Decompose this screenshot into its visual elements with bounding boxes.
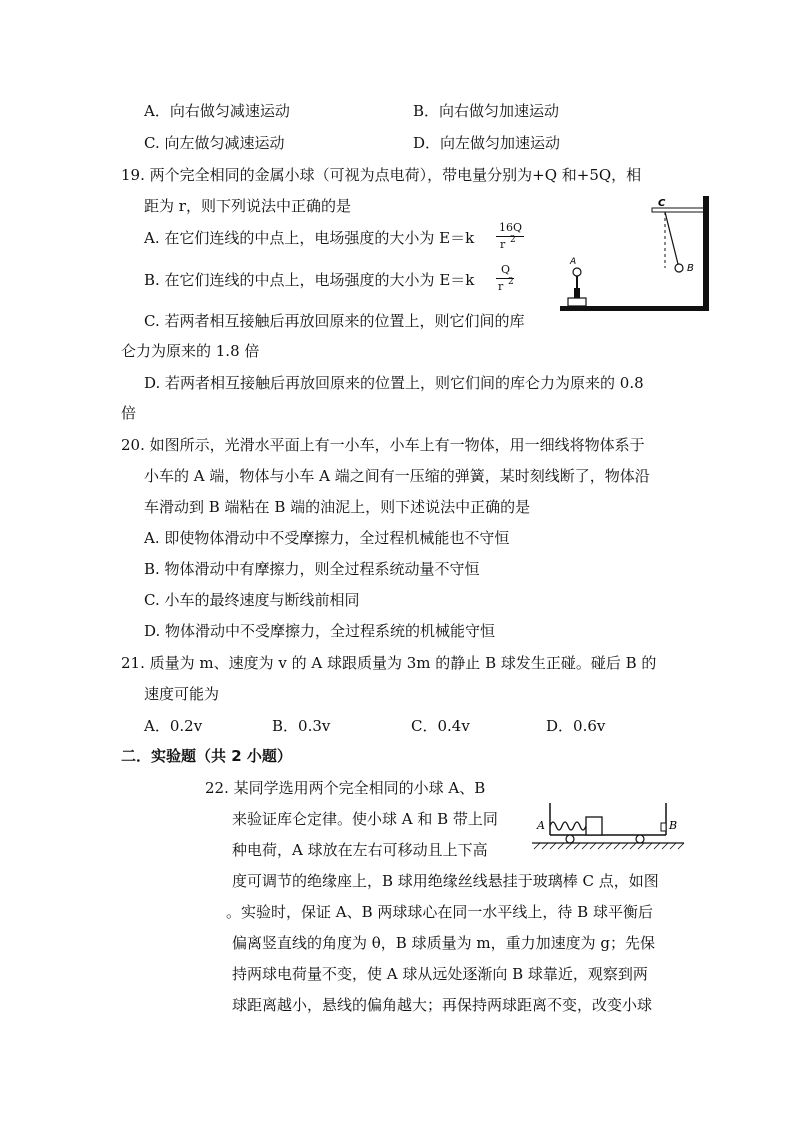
q19-stem-line1: 19. 两个完全相同的金属小球（可视为点电荷），带电量分别为+Q 和+5Q，相 [121, 166, 642, 184]
block [586, 817, 602, 835]
q18-option-d: D．向左做匀加速运动 [413, 134, 561, 152]
ball-a [573, 268, 581, 276]
q19-stem-line2: 距为 r，则下列说法中正确的是 [144, 197, 351, 215]
q22-line7: 持两球电荷量不变，使 A 球从远处逐渐向 B 球靠近，观察到两 [232, 965, 648, 983]
insulated-stand-base [568, 298, 586, 306]
section-2-title: 二．实验题（共 2 小题） [121, 747, 292, 765]
q21-option-b: B．0.3v [272, 717, 331, 735]
label-b: B [669, 819, 678, 832]
q19-a-exponent: 2 [510, 235, 516, 245]
putty [661, 823, 666, 831]
compressed-spring [550, 822, 586, 830]
q21-option-a: A．0.2v [144, 717, 203, 735]
q22-line3: 种电荷，A 球放在左右可移动且上下高 [232, 841, 488, 859]
q19-option-c-line1: C. 若两者相互接触后再放回原来的位置上，则它们间的库 [144, 312, 525, 330]
q19-option-d-line1: D. 若两者相互接触后再放回原来的位置上，则它们间的库仑力为原来的 0.8 [144, 374, 644, 392]
q20-stem-line3: 车滑动到 B 端粘在 B 端的油泥上，则下述说法中正确的是 [144, 498, 531, 516]
q20-option-a: A. 即使物体滑动中不受摩擦力，全过程机械能也不守恒 [144, 529, 510, 547]
q22-cart-spring-figure [528, 795, 688, 857]
q22-line2: 来验证库仑定律。使小球 A 和 B 带上同 [232, 810, 498, 828]
q20-option-d: D. 物体滑动中不受摩擦力，全过程系统的机械能守恒 [144, 622, 496, 640]
q21-option-d: D．0.6v [546, 717, 606, 735]
q19-option-b: B. 在它们连线的中点上，电场强度的大小为 E＝k [144, 271, 475, 289]
insulated-stand-clamp [574, 288, 580, 298]
q21-stem-line1: 21. 质量为 m、速度为 v 的 A 球跟质量为 3m 的静止 B 球发生正碰。碰后 B 的 [121, 654, 657, 672]
q20-stem-line2: 小车的 A 端，物体与小车 A 端之间有一压缩的弹簧，某时刻线断了，物体沿 [144, 467, 650, 485]
q18-option-a: A．向右做匀减速运动 [144, 102, 290, 120]
q22-line8: 球距离越小，悬线的偏角越大；再保持两球距离不变，改变小球 [232, 996, 653, 1014]
label-c: C [658, 198, 666, 209]
q19-b-exponent: 2 [508, 277, 514, 287]
q19-coulomb-apparatus-figure [550, 190, 720, 320]
q20-option-b: B. 物体滑动中有摩擦力，则全过程系统动量不守恒 [144, 560, 480, 578]
q21-option-c: C．0.4v [411, 717, 470, 735]
q19-option-d-line2: 倍 [121, 404, 137, 422]
right-wheel [636, 835, 644, 843]
q19-option-a: A. 在它们连线的中点上，电场强度的大小为 E＝k [144, 229, 475, 247]
q22-line5: 。实验时，保证 A、B 两球球心在同一水平线上，待 B 球平衡后 [226, 903, 653, 921]
support-base [560, 306, 709, 311]
q22-line1: 22. 某同学选用两个完全相同的小球 A、B [205, 779, 486, 797]
q18-option-c: C. 向左做匀减速运动 [144, 134, 285, 152]
label-a: A [537, 819, 545, 832]
q19-a-numerator: 16Q [499, 221, 523, 234]
ball-b [675, 264, 683, 272]
q19-option-c-line2: 仑力为原来的 1.8 倍 [121, 342, 260, 360]
label-b: B [687, 263, 694, 274]
q22-line6: 偏离竖直线的角度为 θ，B 球质量为 m，重力加速度为 g；先保 [232, 934, 655, 952]
q20-option-c: C. 小车的最终速度与断线前相同 [144, 591, 360, 609]
q19-b-denominator: r [498, 280, 504, 293]
support-post [703, 196, 709, 310]
silk-thread [665, 212, 678, 264]
q22-line4: 度可调节的绝缘座上，B 球用绝缘丝线悬挂于玻璃棒 C 点，如图 [232, 872, 659, 890]
label-a: A [570, 257, 577, 267]
left-wheel [566, 835, 574, 843]
q21-stem-line2: 速度可能为 [144, 685, 220, 703]
ground-hatching [534, 843, 684, 849]
q19-a-denominator: r [500, 238, 506, 251]
q18-option-b: B．向右做匀加速运动 [413, 102, 560, 120]
q19-b-numerator: Q [501, 263, 511, 276]
q20-stem-line1: 20. 如图所示，光滑水平面上有一小车，小车上有一物体，用一细线将物体系于 [121, 436, 645, 454]
